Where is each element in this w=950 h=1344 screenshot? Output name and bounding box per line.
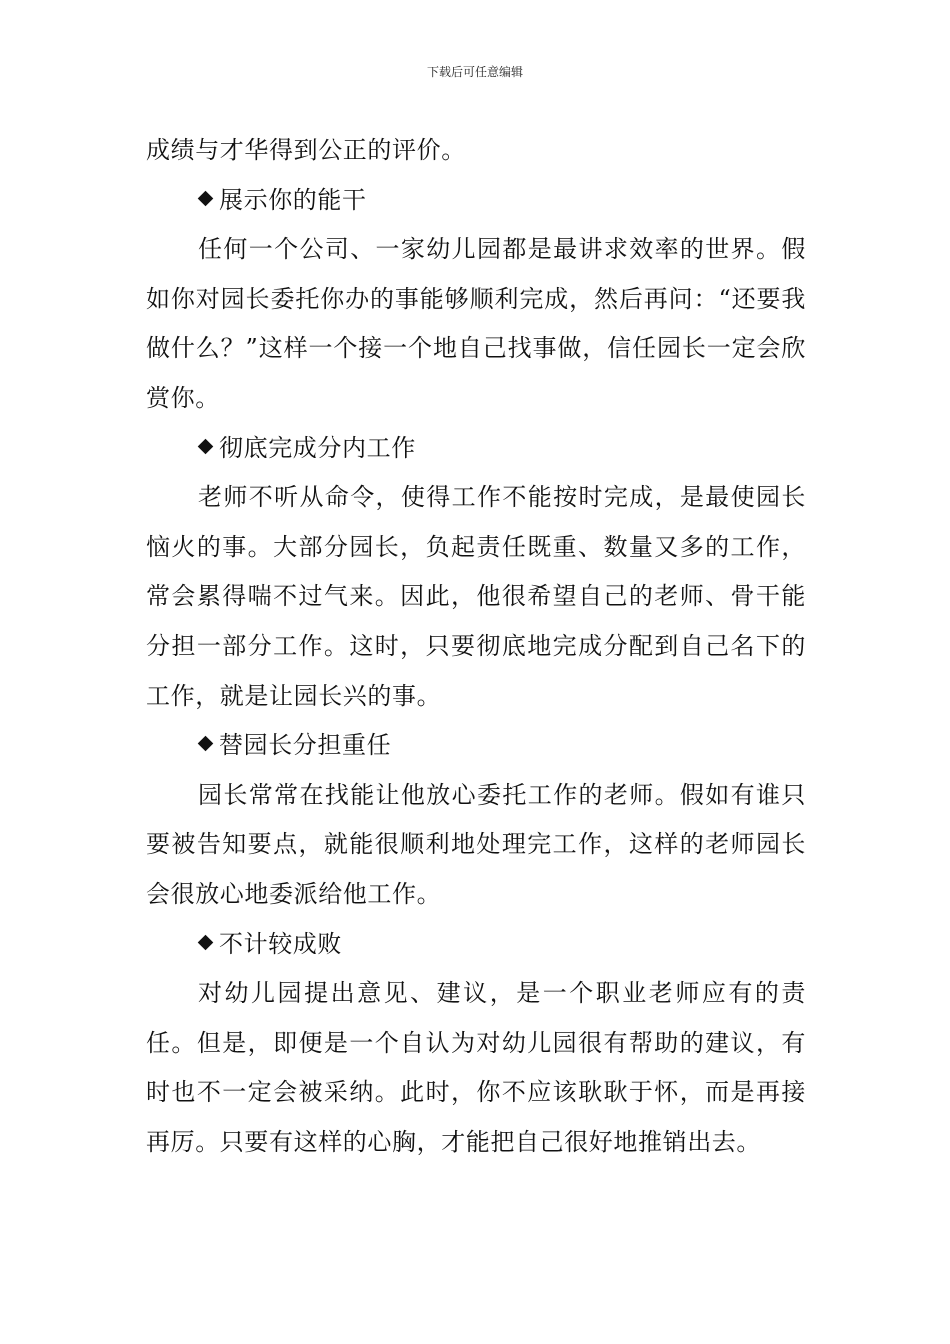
section-heading-text: 不计较成败 [219,929,342,958]
section-heading-text: 彻底完成分内工作 [219,433,416,462]
paragraph-complete-work: 老师不听从命令，使得工作不能按时完成，是最使园长恼火的事。大部分园长，负起责任既重、数量又多的工作，常会累得喘不过气来。因此，他很希望自己的老师、骨干能分担一部分工作。这时，只要彻底地完成分配到自己名下的工作，就是让园长兴的事。 [146,483,806,710]
paragraph-share-burden: 园长常常在找能让他放心委托工作的老师。假如有谁只要被告知要点，就能很顺利地处理完工作，这样的老师园长会很放心地委派给他工作。 [146,780,806,908]
section-heading-text: 展示你的能干 [219,185,367,214]
section-heading-complete-work [146,424,806,474]
section-heading-share-burden [146,721,806,771]
diamond-bullet-icon [198,736,214,752]
document-body [146,126,806,1167]
diamond-bullet-icon [198,190,214,206]
diamond-bullet-icon [198,934,214,950]
paragraph-no-dwelling: 对幼儿园提出意见、建议，是一个职业老师应有的责任。但是，即便是一个自认为对幼儿园很有帮助的建议，有时也不一定会被采纳。此时，你不应该耿耿于怀，而是再接再厉。只要有这样的心胸，才能把自己很好地推销出去。 [146,979,806,1156]
diamond-bullet-icon [198,438,214,454]
section-heading-no-dwelling [146,920,806,970]
page-header: 下载后可任意编辑 [426,65,523,79]
paragraph-show-ability: 任何一个公司、一家幼儿园都是最讲求效率的世界。假如你对园长委托你办的事能够顺利完成，然后再问：“还要我做什么？”这样一个接一个地自己找事做，信任园长一定会欣赏你。 [146,235,806,412]
section-heading-show-ability [146,176,806,226]
section-heading-text: 替园长分担重任 [219,731,392,760]
paragraph-continuation: 成绩与才华得到公正的评价。 [146,136,466,164]
